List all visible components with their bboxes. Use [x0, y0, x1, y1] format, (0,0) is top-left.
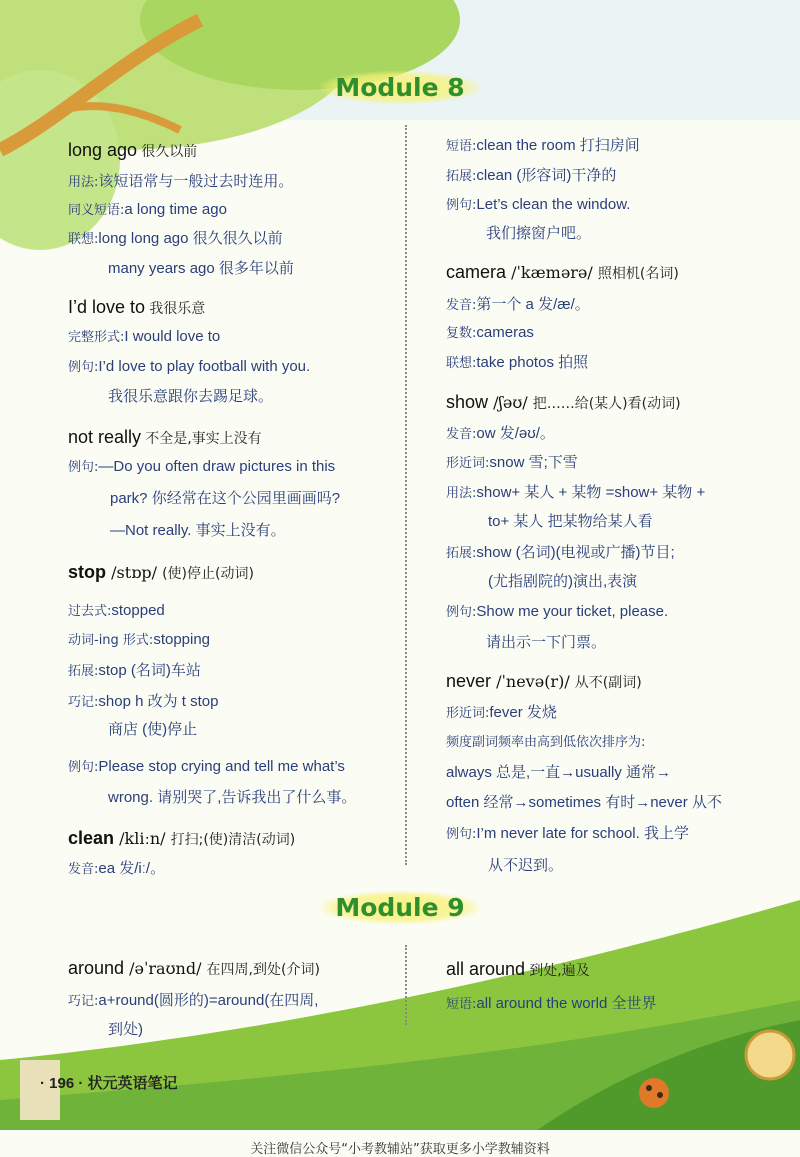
m8-right-note-line [446, 601, 668, 620]
note-text: show+ 某人 + 某物 =show+ 某物 + [476, 484, 706, 501]
m8-left-note-line [108, 786, 356, 807]
note-text: I’m never late for school. 我上学 [476, 825, 689, 842]
m8-left-headword-entry [68, 828, 295, 849]
m8-left-headword-entry [68, 140, 197, 161]
footer-notice: 关注微信公众号“小考教辅站”获取更多小学教辅资料 [250, 1142, 550, 1157]
m8-right-note-line [446, 541, 675, 562]
note-text: —Not really. 事实上没有。 [110, 522, 286, 539]
m8-right-note-line [446, 451, 578, 472]
headword: show [446, 392, 489, 412]
headword-meaning: 很久以前 [141, 144, 198, 160]
page-number: · 196 · 状元英语笔记 [40, 1075, 178, 1092]
note-text: (尤指剧院的)演出,表演 [488, 573, 638, 590]
note-text: take photos 拍照 [476, 354, 589, 371]
note-text: fever 发烧 [489, 704, 557, 721]
m8-left-headword-entry [68, 427, 262, 448]
note-text: to+ 某人 把某物给某人看 [488, 513, 653, 530]
headword-meaning: 到处,遍及 [529, 963, 590, 979]
note-text: Please stop crying and tell me what’s [98, 758, 345, 775]
m8-right-note-line [488, 510, 653, 531]
note-text: 该短语常与一般过去时连用。 [98, 173, 294, 190]
headword: not really [68, 427, 142, 447]
m8-left-note-line [68, 326, 220, 345]
m8-right-note-line [446, 701, 557, 722]
m8-right-note-line [446, 761, 671, 782]
note-label: 发音: [68, 862, 99, 877]
note-text: Let’s clean the window. [476, 196, 631, 213]
m8-right-note-line [446, 194, 630, 213]
column-divider-2 [405, 945, 407, 1025]
headword-meaning: 我很乐意 [149, 301, 206, 317]
note-label: 同义短语: [68, 203, 125, 218]
m9-left-note-line [108, 1018, 143, 1039]
column-divider [405, 125, 407, 865]
note-label: 例句: [446, 605, 477, 620]
note-text: snow 雪;下雪 [489, 454, 578, 471]
m8-right-headword-entry [446, 262, 679, 283]
m9-right-headword-entry [446, 959, 590, 980]
note-text: shop h 改为 t stop [98, 693, 219, 710]
note-text: stopped [111, 602, 165, 619]
m8-left-note-line [68, 170, 293, 191]
note-text: I’d love to play football with you. [98, 358, 311, 375]
m8-right-note-line [486, 222, 591, 243]
m8-left-note-line [110, 487, 340, 508]
module-8-title: Module 8 [0, 73, 800, 102]
note-text: Show me your ticket, please. [476, 603, 669, 620]
note-text: all around the world 全世界 [476, 995, 657, 1012]
phonetic: /ʃəʊ/ [488, 393, 533, 412]
m8-left-headword-entry [68, 562, 254, 583]
note-text: 第一个 a 发/æ/。 [476, 296, 590, 313]
headword: around [68, 958, 125, 978]
note-text: I would love to [124, 328, 221, 345]
m8-right-note-line [446, 731, 645, 750]
m8-right-note-line [446, 293, 590, 314]
note-text: 到处) [108, 1021, 143, 1038]
m8-right-note-line [488, 854, 563, 875]
headword: never [446, 671, 492, 691]
note-label: 过去式: [68, 604, 112, 619]
m8-right-note-line [446, 822, 689, 843]
note-label: 巧记: [68, 994, 99, 1009]
note-label: 联想: [68, 232, 99, 247]
m8-right-note-line [446, 322, 534, 341]
note-text: a long time ago [124, 201, 227, 218]
note-label: 拓展: [446, 169, 477, 184]
note-label: 巧记: [68, 695, 99, 710]
m8-right-note-line [446, 791, 722, 812]
headword: clean [68, 828, 115, 848]
note-label: 完整形式: [68, 330, 125, 345]
m8-right-note-line [446, 164, 616, 185]
note-label: 复数: [446, 326, 477, 341]
m8-left-note-line [108, 257, 294, 278]
headword-meaning: 在四周,到处(介词) [206, 962, 320, 978]
m8-left-note-line [68, 857, 165, 878]
note-text: 商店 (使)停止 [108, 721, 198, 738]
headword-meaning: 打扫;(使)清洁(动词) [170, 832, 296, 848]
note-text: stop (名词)车站 [98, 662, 201, 679]
note-label: 动词-ing 形式: [68, 633, 154, 648]
note-text: ea 发/iː/。 [98, 860, 166, 877]
note-text: always 总是,一直→usually 通常→ [446, 764, 672, 781]
note-label: 发音: [446, 298, 477, 313]
headword-meaning: (使)停止(动词) [162, 566, 254, 582]
note-label: 联想: [446, 356, 477, 371]
note-label: 拓展: [446, 546, 477, 561]
m8-left-note-line [108, 385, 273, 406]
note-text: many years ago 很多年以前 [108, 260, 294, 277]
note-text: 从不迟到。 [488, 857, 564, 874]
note-label: 例句: [68, 360, 99, 375]
m8-left-note-line [68, 600, 165, 619]
m8-right-note-line [446, 481, 705, 502]
note-text: wrong. 请别哭了,告诉我出了什么事。 [108, 789, 357, 806]
m8-right-note-line [446, 422, 555, 443]
note-text: —Do you often draw pictures in this [98, 458, 336, 475]
note-text: park? 你经常在这个公园里画画吗? [110, 490, 341, 507]
note-label: 用法: [68, 175, 99, 190]
phonetic: /kliːn/ [114, 829, 171, 848]
note-label: 拓展: [68, 664, 99, 679]
m9-left-note-line [68, 989, 318, 1010]
headword: camera [446, 262, 507, 282]
note-label: 例句: [68, 760, 99, 775]
note-label: 例句: [446, 827, 477, 842]
phonetic: /ˈkæmərə/ [506, 263, 598, 282]
note-text: cameras [476, 324, 534, 341]
headword: all around [446, 959, 526, 979]
m8-left-note-line [68, 629, 210, 648]
phonetic: /ˈnevə(r)/ [491, 672, 575, 691]
note-label: 形近词: [446, 456, 490, 471]
note-label: 发音: [446, 427, 477, 442]
note-text: stopping [153, 631, 211, 648]
note-label: 短语: [446, 139, 477, 154]
phonetic: /stɒp/ [106, 563, 163, 582]
m8-left-note-line [110, 519, 286, 540]
m9-left-headword-entry [68, 958, 320, 979]
m8-right-headword-entry [446, 671, 642, 692]
m8-left-note-line [68, 756, 345, 775]
m8-left-note-line [68, 690, 218, 711]
m8-left-note-line [68, 356, 310, 375]
note-text: 我们擦窗户吧。 [486, 225, 592, 242]
headword: long ago [68, 140, 138, 160]
headword-meaning: 从不(副词) [574, 675, 642, 691]
headword-meaning: 照相机(名词) [597, 266, 679, 282]
note-text: a+round(圆形的)=around(在四周, [98, 992, 319, 1009]
m8-left-note-line [68, 199, 227, 218]
m8-right-note-line [486, 631, 606, 652]
note-text: 我很乐意跟你去踢足球。 [108, 388, 274, 405]
note-text: ow 发/əʊ/。 [476, 425, 555, 442]
m8-left-note-line [68, 227, 283, 248]
m8-left-headword-entry [68, 297, 205, 318]
m8-right-headword-entry [446, 392, 681, 413]
note-text: 请出示一下门票。 [486, 634, 607, 651]
m8-right-note-line [446, 351, 588, 372]
note-label: 例句: [446, 198, 477, 213]
headword: I’d love to [68, 297, 146, 317]
m8-right-note-line [446, 134, 640, 155]
headword-meaning: 把……给(某人)看(动词) [532, 396, 681, 412]
note-label: 例句: [68, 460, 99, 475]
note-text: clean (形容词)干净的 [476, 167, 617, 184]
note-text: show (名词)(电视或广播)节目; [476, 544, 675, 561]
note-label: 用法: [446, 486, 477, 501]
phonetic: /əˈraʊnd/ [124, 959, 207, 978]
m8-left-note-line [108, 718, 197, 739]
m8-right-note-line [488, 570, 637, 591]
note-label: 频度副词频率由高到低依次排序为: [446, 735, 646, 750]
note-text: often 经常→sometimes 有时→never 从不 [446, 794, 722, 811]
note-text: clean the room 打扫房间 [476, 137, 640, 154]
module-9-title: Module 9 [0, 893, 800, 922]
m8-left-note-line [68, 456, 335, 475]
note-text: long long ago 很久很久以前 [98, 230, 283, 247]
note-label: 形近词: [446, 706, 490, 721]
headword: stop [68, 562, 106, 582]
note-label: 短语: [446, 997, 477, 1012]
m8-left-note-line [68, 659, 201, 680]
m9-right-note-line [446, 992, 656, 1013]
headword-meaning: 不全是,事实上没有 [145, 431, 262, 447]
